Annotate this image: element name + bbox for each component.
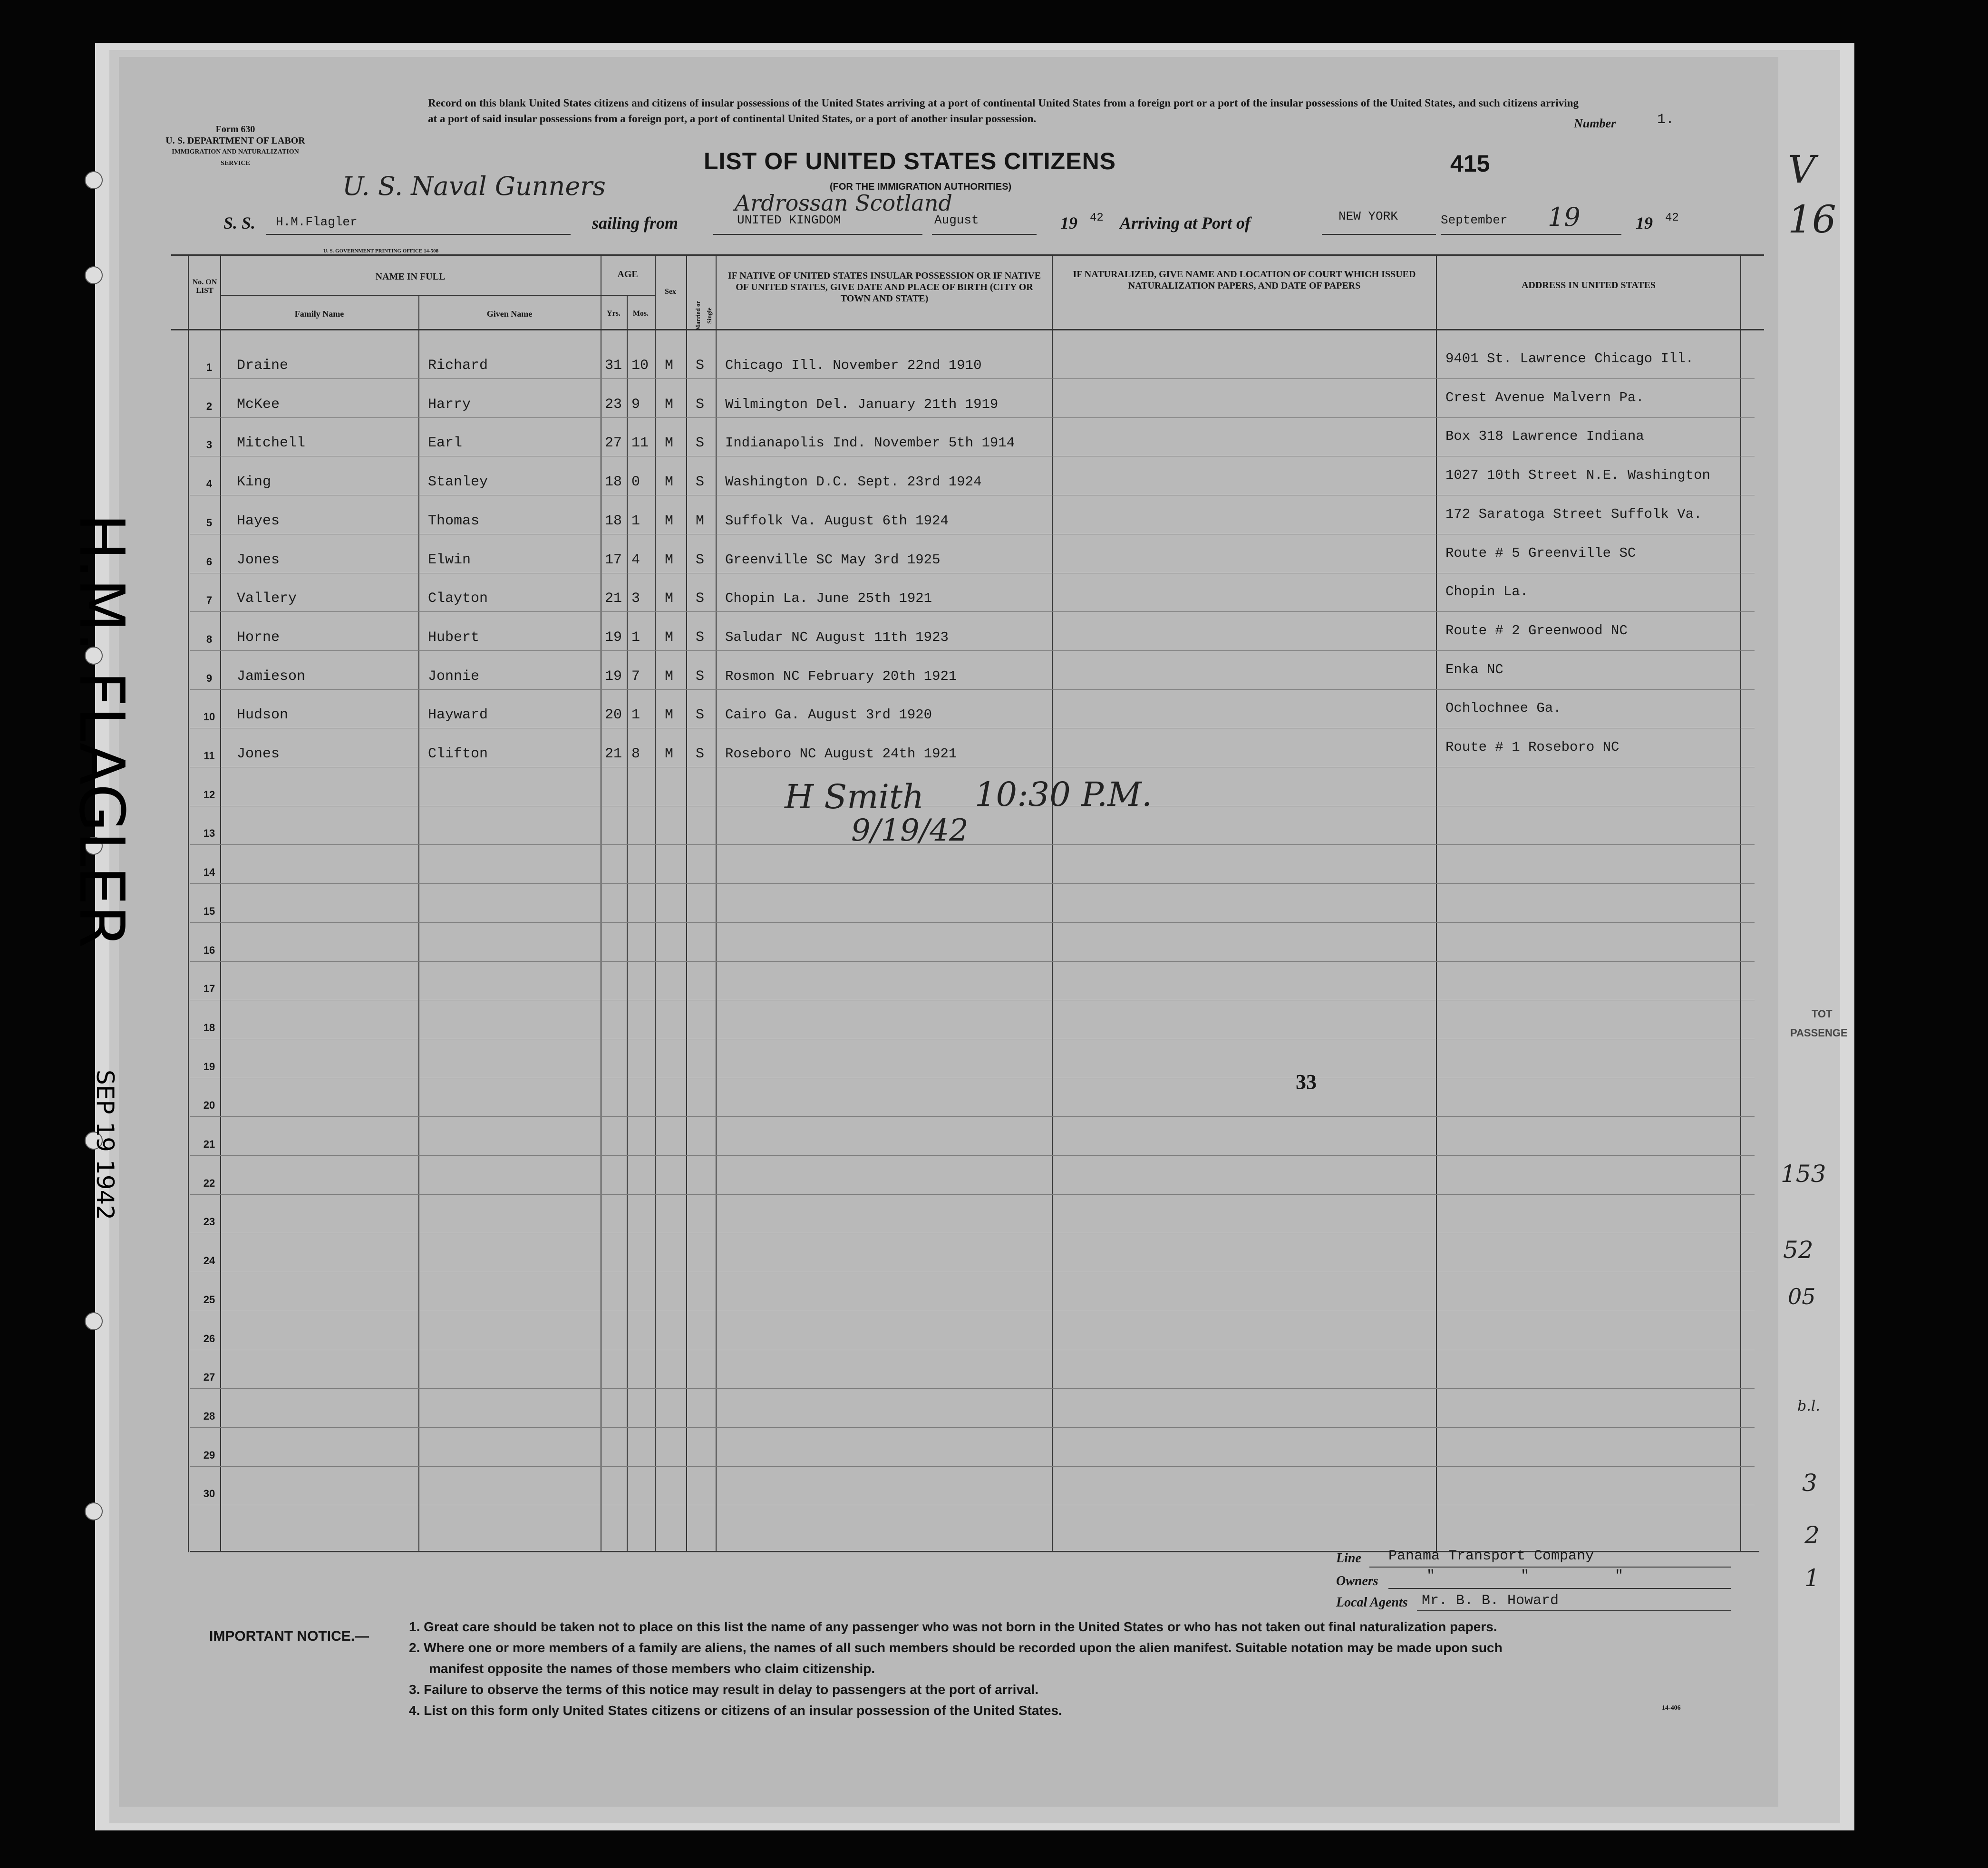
notice-title: IMPORTANT NOTICE.— [209,1628,369,1644]
row-number: 21 [203,1138,215,1150]
family-name-cell: Horne [237,629,280,646]
service-name: IMMIGRATION AND NATURALIZATION SERVICE [172,148,299,167]
birth-cell: Suffolk Va. August 6th 1924 [725,513,949,529]
row-number: 1 [206,361,213,373]
owners-underline [1388,1588,1731,1589]
ship-name: H.M.Flagler [276,215,358,229]
handwritten-date: 9/19/42 [851,813,969,848]
address-cell: Route # 5 Greenville SC [1445,545,1636,561]
agents-label: Local Agents [1336,1595,1408,1610]
col-line [716,254,717,1552]
binder-hole [85,266,103,284]
given-name-cell: Elwin [428,552,471,568]
name-subheader-line [220,295,601,296]
marital-status-cell: S [696,668,705,685]
year-prefix: 19 [1060,213,1077,232]
marital-status-cell: M [696,513,705,529]
birth-cell: Roseboro NC August 24th 1921 [725,746,957,762]
col-yrs: Yrs. [607,310,621,318]
col-line [1740,254,1741,1552]
row-number: 30 [203,1488,215,1500]
given-name-cell: Hubert [428,629,480,646]
sex-cell: M [665,396,674,413]
address-cell: Box 318 Lawrence Indiana [1445,428,1644,445]
row-number: 12 [203,788,215,801]
age-months-cell: 1 [631,513,640,529]
given-name-cell: Clayton [428,590,488,607]
address-cell: Ochlochnee Ga. [1445,700,1561,716]
age-years-cell: 23 [605,396,622,413]
binder-hole [85,171,103,189]
marital-status-cell: S [696,396,705,413]
arriving-label: Arriving at Port of [1120,213,1251,232]
row-number: 18 [203,1021,215,1034]
address-cell: Route # 1 Roseboro NC [1445,739,1619,755]
col-age: AGE [617,269,638,280]
birth-cell: Washington D.C. Sept. 23rd 1924 [725,474,982,490]
row-rule [190,611,1755,612]
address-cell: Route # 2 Greenwood NC [1445,622,1628,639]
given-name-cell: Earl [428,435,463,452]
sex-cell: M [665,552,674,568]
row-number: 22 [203,1177,215,1189]
marital-status-cell: S [696,707,705,724]
address-cell: 9401 St. Lawrence Chicago Ill. [1445,351,1694,367]
marital-status-cell: S [696,629,705,646]
marital-status-cell: S [696,552,705,568]
row-rule [190,650,1755,651]
row-number: 13 [203,827,215,840]
family-name-cell: McKee [237,396,280,413]
age-years-cell: 20 [605,707,622,724]
marital-status-cell: S [696,746,705,762]
row-rule [190,844,1755,845]
col-mos: Mos. [632,310,649,318]
sex-cell: M [665,668,674,685]
manifest-page [119,57,1778,1807]
family-name-cell: King [237,474,272,491]
given-name-cell: Harry [428,396,471,413]
row-number: 20 [203,1099,215,1112]
age-months-cell: 9 [631,396,640,413]
age-months-cell: 7 [631,668,640,685]
row-number: 5 [206,516,213,529]
number-value: 1. [1657,112,1675,128]
row-number: 3 [206,439,213,451]
line-value: Panama Transport Company [1388,1548,1594,1564]
row-number: 11 [204,750,215,762]
row-number: 29 [203,1449,215,1461]
row-number: 9 [206,672,213,684]
row-number: 15 [203,905,215,917]
age-subheader-line [601,295,655,296]
address-cell: Enka NC [1445,661,1503,678]
sex-cell: M [665,358,674,374]
page-subtitle: (FOR THE IMMIGRATION AUTHORITIES) [830,182,1012,192]
given-name-cell: Clifton [428,746,488,762]
notice-item-4: 4. List on this form only United States citizens or citizens of an insular possession of the United States. [409,1703,1062,1718]
given-name-cell: Richard [428,358,488,374]
age-months-cell: 10 [631,358,649,374]
address-cell: Crest Avenue Malvern Pa. [1445,389,1644,406]
margin-date-stamp: SEP 19 1942 [91,1070,119,1220]
edge-mark-3: 3 [1802,1469,1817,1497]
ship-underline [266,234,571,235]
arrival-month: September [1441,213,1508,227]
edge-mark-passenge: PASSENGE [1790,1027,1848,1039]
age-months-cell: 11 [631,435,649,452]
row-number: 28 [203,1410,215,1422]
given-name-cell: Hayward [428,707,488,724]
arrival-underline [1441,234,1621,235]
family-name-cell: Jones [237,746,280,762]
birth-cell: Wilmington Del. January 21th 1919 [725,396,999,412]
address-cell: 1027 10th Street N.E. Washington [1445,467,1710,484]
notice-item-1: 1. Great care should be taken not to place on this list the name of any passenger who was not born in the United States or who has not taken out final naturalization papers. [409,1619,1497,1634]
line-underline [1369,1567,1731,1568]
col-address: ADDRESS IN UNITED STATES [1521,280,1656,290]
sex-cell: M [665,746,674,762]
edge-mark-1: 1 [1804,1564,1820,1592]
age-years-cell: 17 [605,552,622,568]
row-number: 27 [203,1371,215,1384]
birth-cell: Greenville SC May 3rd 1925 [725,552,941,568]
age-years-cell: 31 [605,358,622,374]
given-name-cell: Stanley [428,474,488,491]
col-family-name: Family Name [294,309,344,319]
month-underline [932,234,1037,235]
owners-label: Owners [1336,1574,1378,1588]
row-rule [190,1427,1755,1428]
row-number: 19 [203,1060,215,1073]
edge-mark-bl: b.l. [1797,1398,1820,1414]
notice-item-2-cont: manifest opposite the names of those members who claim citizenship. [429,1661,875,1676]
page-title: LIST OF UNITED STATES CITIZENS [704,148,1116,174]
row-rule [190,1388,1755,1389]
address-cell: Chopin La. [1445,584,1529,600]
age-years-cell: 21 [605,590,622,607]
birth-cell: Saludar NC August 11th 1923 [725,629,949,645]
marital-status-cell: S [696,474,705,491]
col-naturalized: IF NATURALIZED, GIVE NAME AND LOCATION OF COURT WHICH ISSUED NATURALIZATION PAPERS, AND DATE OF PAPERS [1073,269,1416,291]
row-rule [190,1116,1755,1117]
handwritten-ship-note: U. S. Naval Gunners [342,171,606,201]
arrival-port: NEW YORK [1338,209,1398,223]
col-no-on-list: No. ON LIST [192,278,217,295]
birth-cell: Rosmon NC February 20th 1921 [725,668,957,684]
row-number: 10 [203,711,215,723]
page-tally: 33 [1296,1070,1317,1094]
col-line [418,295,419,1552]
row-rule [190,1194,1755,1195]
edge-mark-tot: TOT [1812,1008,1833,1020]
row-number: 16 [203,944,215,956]
handwritten-signature: H Smith [785,777,924,816]
table-top-border [171,254,1764,256]
notice-list [409,1616,1740,1721]
age-years-cell: 27 [605,435,622,452]
age-months-cell: 1 [631,707,640,724]
row-rule [190,961,1755,962]
age-years-cell: 19 [605,629,622,646]
header-bottom-border [171,329,1764,330]
edge-mark-153: 153 [1781,1160,1826,1188]
row-rule [190,1155,1755,1156]
given-name-cell: Jonnie [428,668,480,685]
ss-label: S. S. [223,213,256,232]
age-years-cell: 18 [605,513,622,529]
given-name-cell: Thomas [428,513,480,529]
age-years-cell: 18 [605,474,622,491]
family-name-cell: Mitchell [237,435,306,452]
row-number: 8 [206,633,213,645]
birth-cell: Chicago Ill. November 22nd 1910 [725,358,982,373]
row-number: 26 [203,1332,215,1345]
row-number: 4 [206,478,213,490]
col-given-name: Given Name [486,309,533,319]
age-years-cell: 21 [605,746,622,762]
row-number: 24 [203,1255,215,1267]
sex-cell: M [665,474,674,491]
col-line [686,254,687,1552]
sex-cell: M [665,629,674,646]
agents-value: Mr. B. B. Howard [1422,1593,1559,1609]
marital-status-cell: S [696,590,705,607]
sailing-from-label: sailing from [592,213,679,232]
edge-mark-52: 52 [1783,1236,1813,1264]
row-rule [190,883,1755,884]
owners-value: " " " [1426,1568,1624,1584]
family-name-cell: Vallery [237,590,297,607]
family-name-cell: Hudson [237,707,289,724]
birth-cell: Chopin La. June 25th 1921 [725,590,932,607]
department-name: U. S. DEPARTMENT OF LABOR [165,136,305,146]
form-code: 14-406 [1662,1704,1681,1712]
col-married-single: Married or Single [694,300,713,331]
agents-underline [1417,1610,1731,1611]
record-notice: Record on this blank United States citizens and citizens of insular possessions of the United States arriving at a port of continental United States from a foreign port or a port of the insular possessions of the United States, and such citizens arriving at a port of said insular possessions from a foreign port, a port of continental United States, or a port of another insular possession. [428,97,1579,125]
birth-cell: Indianapolis Ind. November 5th 1914 [725,435,1015,451]
binder-hole [85,1312,103,1330]
age-months-cell: 4 [631,552,640,568]
col-line [1052,254,1053,1552]
depart-month: August [934,213,979,227]
handwritten-port-note: Ardrossan Scotland [735,190,952,216]
address-cell: 172 Saratoga Street Suffolk Va. [1445,506,1702,522]
row-number: 14 [203,866,215,879]
row-rule [190,689,1755,690]
col-line [627,295,628,1552]
row-rule [190,1466,1755,1467]
age-months-cell: 3 [631,590,640,607]
arrival-day: 19 [1548,202,1581,232]
depart-year: 42 [1090,212,1104,224]
sex-cell: M [665,435,674,452]
family-name-cell: Jones [237,552,280,568]
notice-item-3: 3. Failure to observe the terms of this notice may result in delay to passengers at the port of arrival. [409,1682,1039,1697]
family-name-cell: Jamieson [237,668,306,685]
margin-ship-name: H.M. FLAGLER [66,513,138,949]
family-name-cell: Hayes [237,513,280,529]
row-rule [190,378,1755,379]
birth-cell: Cairo Ga. August 3rd 1920 [725,707,932,723]
binder-hole [85,1502,103,1520]
sex-cell: M [665,590,674,607]
edge-mark-2: 2 [1804,1521,1820,1549]
col-birth: IF NATIVE OF UNITED STATES INSULAR POSSESSION OR IF NATIVE OF UNITED STATES, GIVE DATE AND PLACE OF BIRTH (CITY OR TOWN AND STATE) [727,271,1041,304]
form-number: Form 630 [215,124,255,135]
sailing-from: UNITED KINGDOM [737,213,841,227]
sex-cell: M [665,707,674,724]
port-underline [1322,234,1436,235]
age-years-cell: 19 [605,668,622,685]
sex-cell: M [665,513,674,529]
row-number: 17 [203,983,215,995]
edge-mark-v: V [1788,147,1815,192]
row-number: 2 [206,400,213,412]
col-sex: Sex [665,288,676,296]
list-number: 415 [1450,150,1490,177]
notice-item-2: 2. Where one or more members of a family are aliens, the names of all such members should be recorded upon the alien manifest. Suitable notation may be made upon such [409,1640,1503,1655]
edge-mark-05: 05 [1788,1284,1816,1309]
row-rule [190,922,1755,923]
col-line [1436,254,1437,1552]
family-name-cell: Draine [237,358,289,374]
age-months-cell: 1 [631,629,640,646]
col-line [655,254,656,1552]
row-number: 25 [203,1293,215,1306]
col-line [188,254,189,1552]
age-months-cell: 0 [631,474,640,491]
edge-mark-16: 16 [1788,197,1836,242]
arrival-year-prefix: 19 [1636,213,1653,232]
col-name-in-full: NAME IN FULL [375,271,446,282]
handwritten-time: 10:30 P.M. [975,775,1153,814]
marital-status-cell: S [696,358,705,374]
marital-status-cell: S [696,435,705,452]
line-label: Line [1336,1551,1361,1566]
form-block [157,124,314,169]
row-number: 23 [203,1216,215,1228]
row-number: 7 [206,594,213,607]
age-months-cell: 8 [631,746,640,762]
number-label: Number [1574,116,1616,130]
row-rule [190,417,1755,418]
row-number: 6 [206,555,213,568]
arrival-year: 42 [1665,212,1679,224]
printing-office: U. S. GOVERNMENT PRINTING OFFICE 14-508 [323,248,439,254]
sailing-underline [713,234,922,235]
